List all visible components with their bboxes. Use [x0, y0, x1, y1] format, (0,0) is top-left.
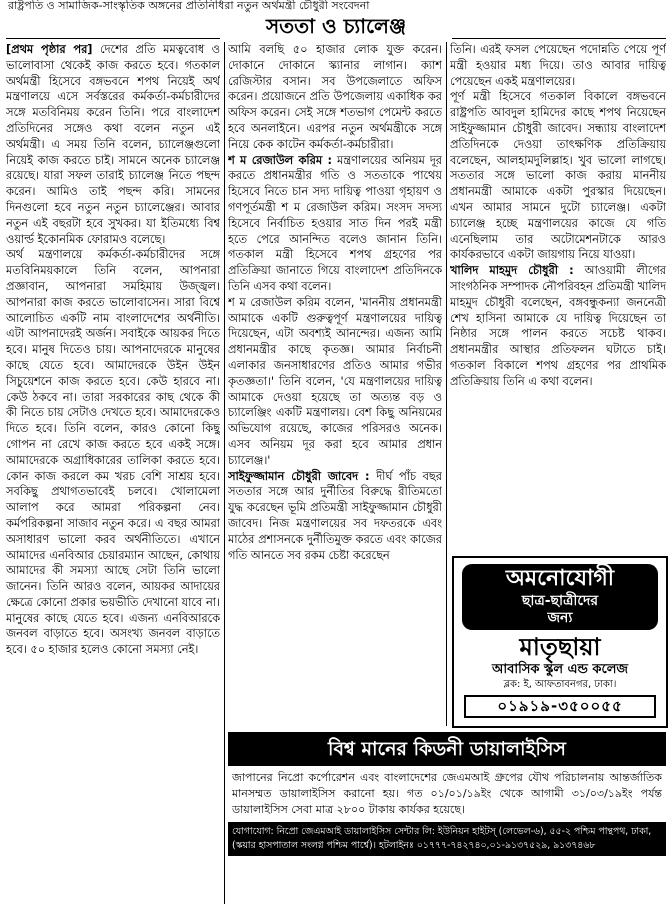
article-column-2	[228, 42, 442, 722]
paragraph-text: অর্থ মন্ত্রণালয়ে কর্মকর্তা-কর্মচারীদের সঙ্গে মতবিনিময়কালে তিনি বলেন, আপনারা প্রজ্ঞাবান, আপনারা সমহিমায় উজ্জ্বল। আপনারা কাজ করতে ভালোবাসেন। সারা বিশ্বে আলোচিত একটি নাম বাংলাদেশের অর্থনীতি। এটা আপনাদেরই অর্জন। সবাইকে আয়কর দিতে হবে। মানুষ দিতেও চায়। আপনাদেরকে মানুষের কাছে যেতে হবে। আমাদেরকে উইন উইন সিচুয়েশনে কাজ করতে হবে। কেউ হারবে না। কেউ ঠকবে না। তারা সরকারের কাছ থেকে কী কী নিতে চায় সেটাও দেখতে হবে। আমাদেরকেও দিতে হবে। তিনি বলেন, কারও কোনো কিছু গোপন না রেখে কাজ করতে হবে একই সঙ্গে। আমাদেরকে অগ্রাধিকারের তালিকা করতে হবে। কোন কাজ করলে কম খরচ বেশি সাশ্রয় হবে। সবকিছু প্রথাগতভাবেই চলবে। খোলামেলা আলাপ করে আমরা পরিকল্পনা নেব। কর্মপরিকল্পনা সাজাব নতুন করে। এ বছর আমরা অসাধারণ ভালো করব অর্থনীতিতে। এখানে আমাদের এনবিআর চেয়ারম্যান আছেন, কোথায় আমাদের কী সমস্যা আছে সেটা তিনি ভালো জানেন। তিনি আরও বলেন, আয়কর আদায়ের ক্ষেত্রে কোনো প্রকার ভয়ভীতি দেখানো যাবে না। মানুষের কাছে যেতে হবে। এজন্য এনবিআরকে জনবল বাড়াতে হবে। অসংখ্য জনবল বাড়াতে হবে। ৫০ হাজার হলেও কোনো সমস্যা নেই।	[6, 248, 220, 657]
ad-line-1: অমনোযোগী	[505, 566, 615, 591]
article-paragraph	[6, 42, 220, 247]
article-paragraph	[228, 153, 442, 295]
ad-line-2: ছাত্র-ছাত্রীদের	[521, 593, 599, 609]
dialysis-ad-body: জাপানের নিপ্রো কর্পোরেশন এবং বাংলাদেশের জেএমআই গ্রুপের যৌথ পরিচালনায় আন্তর্জাতিক মানসম্মত ডায়ালাইসিস করানো হয়। গত ০১/০১/১৯ইং থেকে আগামী ৩১/০৩/১৯ইং পর্যন্ত ডায়ালাইসিস সেবা মাত্র ২৮০০ টাকায় কার্যকর হয়েছে।	[232, 771, 662, 816]
dialysis-ad-footer: যোগাযোগ: নিপ্রো জেএমআই ডায়ালাইসিস সেন্টার লি: ইউনিয়ন হাইটস্ (লেভেল-৬), ৫৫-২ পশ্চিম পান্থপথ, ঢাকা, (স্কয়ার হাসপাতাল সংলগ্ন পশ্চিম পার্শ্বে)। হটলাইনঃ ০১৭৭৭-৭৪২৭৪০,০১-৯১৩৭৫২৯, ৯১৩৭৪৬৮	[228, 822, 666, 856]
paragraph-text: তিনি। এরই ফসল পেয়েছেন পদোন্নতি পেয়ে পূর্ণ মন্ত্রী হওয়ার মধ্য দিয়ে। তাও আবার দায়িত্ব পেয়েছেন একই মন্ত্রণালয়ের।	[450, 43, 666, 88]
article-paragraph	[228, 469, 442, 564]
article-column-1	[6, 42, 220, 902]
column-divider-1	[224, 42, 225, 904]
ad-school-address: ব্লক: ই, আফতাবনগর, ঢাকা।	[503, 679, 617, 690]
article-headline: সততা ও চ্যালেঞ্জ	[265, 14, 407, 38]
paragraph-text: আওয়ামী লীগের সাংগঠনিক সম্পাদক নৌপরিবহন প্রতিমন্ত্রী খালিদ মাহমুদ চৌধুরী বলেছেন, বঙ্গবন্ধুকন্যা জননেত্রী শেখ হাসিনা আমাকে যে দায়িত্ব দিয়েছেন তা নিষ্ঠার সঙ্গে পালন করতে সচেষ্ট থাকব। প্রধানমন্ত্রীর আস্থার প্রতিফলন ঘটাতে চাই। গতকাল বিকালে শপথ গ্রহণের পর প্রাথমিক প্রতিক্রিয়ায় তিনি এ কথা বলেন।	[450, 264, 666, 388]
article-column-3	[450, 42, 666, 552]
paragraph-lead: শ ম রেজাউল করিম :	[228, 153, 332, 167]
article-paragraph	[450, 42, 666, 89]
column-divider-2	[446, 42, 447, 726]
paragraph-text: দেশের প্রতি মমত্ববোধ ও ভালোবাসা থেকেই কাজ করতে হবে। গতকাল অর্থমন্ত্রী হিসেবে বঙ্গভবনে শপথ নিয়েই অর্থ মন্ত্রণালয়ে এসে সর্বস্তরের কর্মকর্তা-কর্মচারীদের সঙ্গে মতবিনিময় করেন তিনি। পরে বাংলাদেশ প্রতিদিনের সঙ্গেও কথা বলেন নতুন এই অর্থমন্ত্রী। এ সময় তিনি বলেন, চ্যালেঞ্জগুলো নিয়েই কাজ করতে চাই। সামনে অনেক চ্যালেঞ্জ রয়েছে। যারা সফল তারাই চ্যালেঞ্জ নিতে পছন্দ করেন। আমিও তাই পছন্দ করি। সামনের দিনগুলো হবে নতুন নতুন চ্যালেঞ্জের। আবার নতুন এই বছরটা হবে সুখকর। যা ইতিমধ্যে বিশ্ব ওয়ার্ল্ড ইকোনমিক ফোরামও বলেছে।	[6, 43, 220, 246]
paragraph-text: দীর্ঘ পাঁচ বছর সততার সঙ্গে আর দুর্নীতির বিরুদ্ধে রীতিমতো যুদ্ধ করেছেন ভূমি প্রতিমন্ত্রী সাইফুজ্জামান চৌধুরী জাবেদ। নিজ মন্ত্রণালয়ের সব দফতরকে এবং মাঠের প্রশাসনকে দুর্নীতিমুক্ত করতে এবং কাজের গতি আনতে সব রকম চেষ্টা করেছেন	[228, 469, 442, 562]
article-paragraph	[450, 263, 666, 389]
article-paragraph	[450, 89, 666, 263]
dialysis-advertisement	[228, 732, 666, 904]
dialysis-ad-title: বিশ্ব মানের কিডনী ডায়ালাইসিস	[228, 732, 666, 766]
article-paragraph	[6, 247, 220, 658]
article-paragraph	[228, 295, 442, 469]
paragraph-lead: খালিদ মাহমুদ চৌধুরী :	[450, 264, 574, 278]
ad-school-phone: ০১৯১৯-৩৫০০৫৫	[464, 695, 656, 718]
headline-rule-right	[452, 38, 666, 39]
ad-title-box	[462, 564, 658, 630]
paragraph-text: পূর্ণ মন্ত্রী হিসেবে গতকাল বিকালে বঙ্গভবনে রাষ্ট্রপতি আবদুল হামিদের কাছে শপথ নিয়েছেন সাইফুজ্জামান চৌধুরী জাবেদ। সন্ধ্যায় বাংলাদেশ প্রতিদিনকে দেওয়া তাৎক্ষণিক প্রতিক্রিয়ায় বলেছেন, আলহামদুলিল্লাহ। খুব ভালো লাগছে। সততার সঙ্গে ভালো কাজ করায় মাননীয় প্রধানমন্ত্রী আমাকে একটা পুরস্কার দিয়েছেন। এখন আমার সামনে দুটো চ্যালেঞ্জ। একটা চ্যালেঞ্জ হচ্ছে মন্ত্রণালয়ের কাজে যে গতি এনেছিলাম তার অটোমেশনটাকে আরও কার্যকরভাবে একটা জায়গায় নিয়ে যাওয়া।	[450, 90, 666, 262]
ad-line-3: জন্য	[547, 610, 573, 626]
top-strip-text: রাষ্ট্রপতি ও সামাজিক-সাংস্কৃতিক অঙ্গনের প্রতিনিধিরা নতুন অর্থমন্ত্রী চৌধুরী সংবেদনা	[8, 0, 370, 12]
paragraph-text: আমি বলছি ৫০ হাজার লোক যুক্ত করেন। দোকানে দোকানে স্ক্যানার লাগান। ক্যাশ রেজিস্টার বসান। সব উপজেলাতে অফিস করেন। প্রয়োজনে প্রতি উপজেলায় একাধিক কর অফিস করেন। সেই সঙ্গে শতভাগ পেমেন্ট করতে হবে অনলাইনে। এরপর নতুন অর্থমন্ত্রীকে সঙ্গে নিয়ে কেক কাটেন কর্মকর্তা-কর্মচারীরা।	[228, 43, 442, 151]
paragraph-text: শ ম রেজাউল করিম বলেন, 'মাননীয় প্রধানমন্ত্রী আমাকে একটি গুরুত্বপূর্ণ মন্ত্রণালয়ের দায়িত্ব দিয়েছেন, এটা অবশ্যই আনন্দের। এজন্য আমি প্রধানমন্ত্রীর কাছে কৃতজ্ঞ। আমার নির্বাচনী এলাকার জনসাধারণের প্রতিও আমার গভীর কৃতজ্ঞতা।' তিনি বলেন, 'যে মন্ত্রণালয়ের দায়িত্ব আমাকে দেওয়া হয়েছে তা অত্যন্ত বড় ও চ্যালেঞ্জিং একটি মন্ত্রণালয়। বেশ কিছু অনিয়মের অভিযোগ রয়েছে, কাজের পরিসরও অনেক। এসব অনিয়ম দূর করা হবে আমার প্রধান চ্যালেঞ্জ।'	[228, 295, 442, 467]
headline-rule-left	[6, 38, 220, 39]
article-paragraph	[228, 42, 442, 153]
school-advertisement	[452, 556, 668, 728]
paragraph-lead: [প্রথম পৃষ্ঠার পর]	[6, 43, 93, 56]
paragraph-lead: সাইফুজ্জামান চৌধুরী জাবেদ :	[228, 469, 370, 483]
paragraph-text: মন্ত্রণালয়ের অনিয়ম দূর করতে প্রধানমন্ত্রীর গতি ও সততাকে পাথেয় হিসেবে নিতে চান সদ্য দায়িত্ব পাওয়া গৃহায়ণ ও গণপূর্তমন্ত্রী শ ম রেজাউল করিম। সংসদ সদস্য হিসেবে নির্বাচিত হওয়ার সাত দিন পরই মন্ত্রী হতে পেরে আনন্দিত বলেও জানান তিনি। গতকাল মন্ত্রী হিসেবে শপথ গ্রহণের পর প্রতিক্রিয়া জানাতে গিয়ে বাংলাদেশ প্রতিদিনকে তিনি এসব কথা বলেন।	[228, 153, 442, 293]
ad-school-name: মাতৃছায়া	[519, 633, 601, 661]
ad-school-subtitle: আবাসিক স্কুল এন্ড কলেজ	[491, 662, 629, 677]
